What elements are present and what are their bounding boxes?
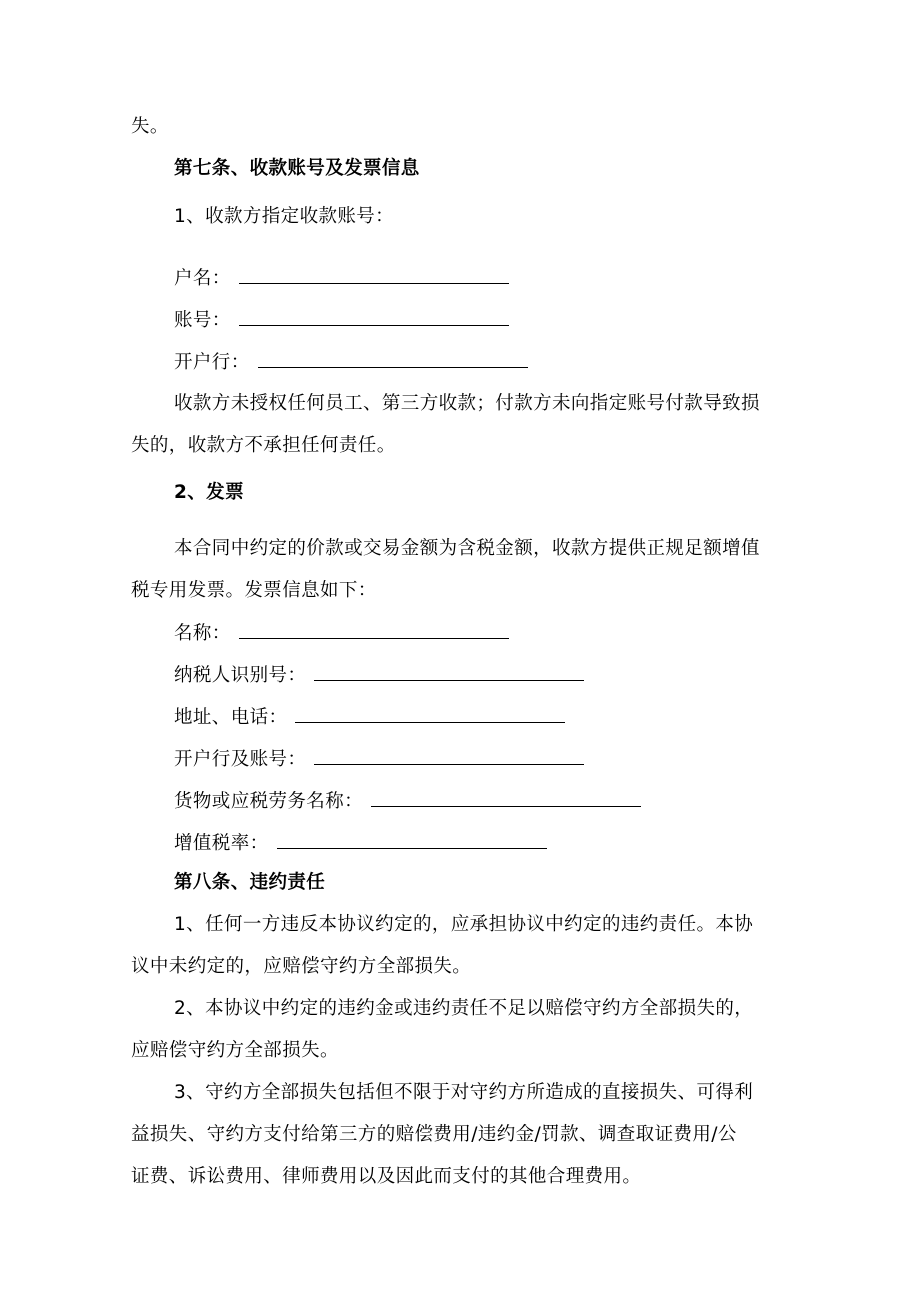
field-bank (174, 349, 528, 376)
blank-line (314, 746, 584, 765)
section-heading-8: 第八条、违约责任 (174, 872, 326, 893)
blank-line (277, 830, 547, 849)
field-account-number (174, 307, 509, 334)
blank-line (258, 349, 528, 368)
field-bank-account (174, 746, 584, 773)
field-label: 地址、电话： (174, 707, 288, 728)
blank-line (371, 788, 641, 807)
field-label: 增值税率： (174, 833, 269, 854)
text-line: 证费、诉讼费用、律师费用以及因此而支付的其他合理费用。 (131, 1166, 642, 1187)
field-address-phone (174, 704, 565, 731)
text-line: 1、任何一方违反本协议约定的，应承担协议中约定的违约责任。本协 (174, 914, 754, 935)
text-line: 收款方未授权任何员工、第三方收款；付款方未向指定账号付款导致损 (174, 393, 760, 414)
clause-7-2-heading: 2、发票 (174, 482, 244, 503)
section-heading-7: 第七条、收款账号及发票信息 (174, 158, 420, 179)
field-taxpayer-id (174, 662, 584, 689)
field-vat-rate (174, 830, 547, 857)
text-line: 税专用发票。发票信息如下： (131, 580, 377, 601)
field-account-name (174, 265, 509, 292)
text-line: 益损失、守约方支付给第三方的赔偿费用/违约金/罚款、调查取证费用/公 (131, 1124, 737, 1145)
blank-line (239, 265, 509, 284)
field-label: 户名： (174, 268, 231, 289)
blank-line (295, 704, 565, 723)
text-line: 3、守约方全部损失包括但不限于对守约方所造成的直接损失、可得利 (174, 1082, 754, 1103)
blank-line (239, 307, 509, 326)
text-line: 议中未约定的，应赔偿守约方全部损失。 (131, 956, 472, 977)
field-label: 名称： (174, 623, 231, 644)
field-label: 货物或应税劳务名称： (174, 791, 364, 812)
blank-line (239, 620, 509, 639)
field-label: 开户行及账号： (174, 749, 307, 770)
blank-line (314, 662, 584, 681)
field-label: 纳税人识别号： (174, 665, 307, 686)
text-line: 2、本协议中约定的违约金或违约责任不足以赔偿守约方全部损失的， (174, 998, 754, 1019)
text-line: 本合同中约定的价款或交易金额为含税金额，收款方提供正规足额增值 (174, 538, 760, 559)
clause-7-1: 1、收款方指定收款账号： (174, 206, 395, 227)
text-line: 失。 (131, 116, 169, 137)
text-line: 应赔偿守约方全部损失。 (131, 1040, 339, 1061)
field-label: 账号： (174, 310, 231, 331)
field-invoice-name (174, 620, 509, 647)
field-goods-service (174, 788, 641, 815)
field-label: 开户行： (174, 352, 250, 373)
text-line: 失的，收款方不承担任何责任。 (131, 435, 396, 456)
